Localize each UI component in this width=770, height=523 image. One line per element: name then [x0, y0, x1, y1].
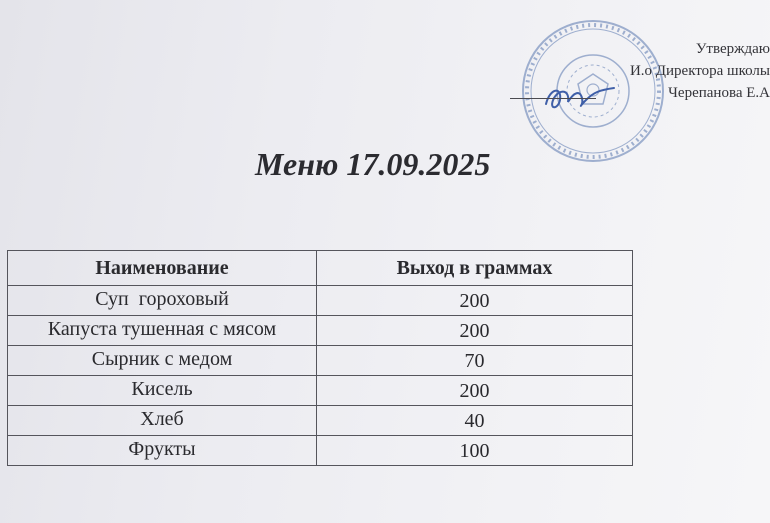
dish-grams: 200 — [317, 316, 633, 346]
dish-grams: 200 — [317, 376, 633, 406]
table-header-row — [8, 251, 633, 286]
dish-grams: 70 — [317, 346, 633, 376]
approval-position: И.о Директора школы — [629, 63, 770, 79]
table-row — [8, 316, 633, 346]
dish-name: Кисель — [8, 376, 317, 406]
dish-name: Капуста тушенная с мясом — [8, 316, 317, 346]
table-row — [8, 346, 633, 376]
table-row — [8, 436, 633, 466]
approval-block — [510, 38, 770, 104]
table-row — [8, 376, 633, 406]
signature-line — [510, 98, 596, 99]
dish-grams: 100 — [317, 436, 633, 466]
menu-title: Меню 17.09.2025 — [255, 146, 491, 182]
approval-approve-label: Утверждаю — [695, 41, 770, 57]
dish-name: Суп гороховый — [8, 286, 317, 316]
column-header-grams: Выход в граммах — [317, 251, 633, 286]
approval-signatory — [510, 82, 770, 104]
dish-name: Сырник с медом — [8, 346, 317, 376]
table-row — [8, 286, 633, 316]
dish-grams: 200 — [317, 286, 633, 316]
column-header-name: Наименование — [8, 251, 317, 286]
dish-name: Хлеб — [8, 406, 317, 436]
table-row — [8, 406, 633, 436]
dish-name: Фрукты — [8, 436, 317, 466]
menu-table — [7, 250, 633, 466]
approval-signatory-name: Черепанова Е.А — [668, 85, 770, 101]
dish-grams: 40 — [317, 406, 633, 436]
